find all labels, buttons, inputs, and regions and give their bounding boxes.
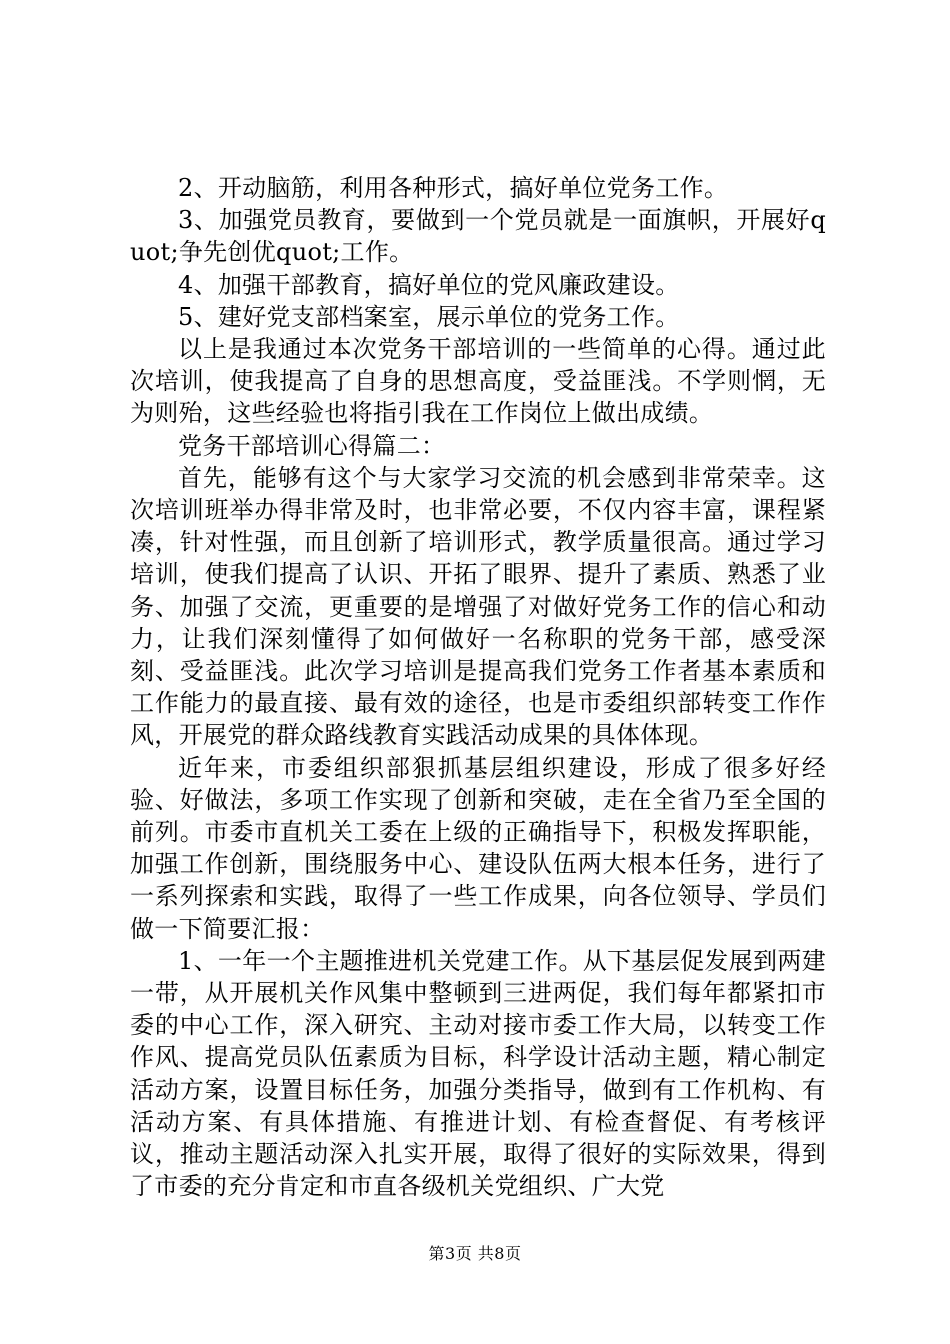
page-number-footer: 第3页 共8页: [428, 1244, 522, 1263]
section-heading: 党务干部培训心得篇二：: [178, 431, 446, 460]
paragraph-point-1: 1、一年一个主题推进机关党建工作。从下基层促发展到两建一带，从开展机关作风集中整顿到三进两促，我们每年都紧扣市委的中心工作，深入研究、主动对接市委工作大局，以转变工作作风、提高党员队伍素质为目标，科学设计活动主题，精心制定活动方案，设置目标任务，加强分类指导，做到有工作机构、有活动方案、有具体措施、有推进计划、有检查督促、有考核评议，推动主题活动深入扎实开展，取得了很好的实际效果，得到了市委的充分肯定和市直各级机关党组织、广大党: [130, 946, 826, 1201]
paragraph-intro: 首先，能够有这个与大家学习交流的机会感到非常荣幸。这次培训班举办得非常及时，也非常必要，不仅内容丰富，课程紧凑，针对性强，而且创新了培训形式，教学质量很高。通过学习培训，使我们提高了认识、开拓了眼界、提升了素质、熟悉了业务、加强了交流，更重要的是增强了对做好党务工作的信心和动力，让我们深刻懂得了如何做好一名称职的党务干部，感受深刻、受益匪浅。此次学习培训是提高我们党务工作者基本素质和工作能力的最直接、最有效的途径，也是市委组织部转变工作作风，开展党的群众路线教育实践活动成果的具体体现。: [130, 463, 826, 750]
paragraph-item-5: 5、建好党支部档案室，展示单位的党务工作。: [178, 302, 680, 331]
document-body: [130, 172, 826, 1203]
paragraph-summary: 以上是我通过本次党务干部培训的一些简单的心得。通过此次培训，使我提高了自身的思想高度，受益匪浅。不学则惘，无为则殆，这些经验也将指引我在工作岗位上做出成绩。: [130, 335, 826, 428]
paragraph-item-3: 3、加强党员教育，要做到一个党员就是一面旗帜，开展好quot;争先创优quot;工作。: [130, 206, 826, 267]
paragraph-recent-years: 近年来，市委组织部狠抓基层组织建设，形成了很多好经验、好做法，多项工作实现了创新和突破，走在全省乃至全国的前列。市委市直机关工委在上级的正确指导下，积极发挥职能，加强工作创新，围绕服务中心、建设队伍两大根本任务，进行了一系列探索和实践，取得了一些工作成果，向各位领导、学员们做一下简要汇报：: [130, 753, 826, 943]
paragraph-item-2: 2、开动脑筋，利用各种形式，搞好单位党务工作。: [178, 174, 729, 202]
paragraph-item-4: 4、加强干部教育，搞好单位的党风廉政建设。: [178, 270, 680, 299]
